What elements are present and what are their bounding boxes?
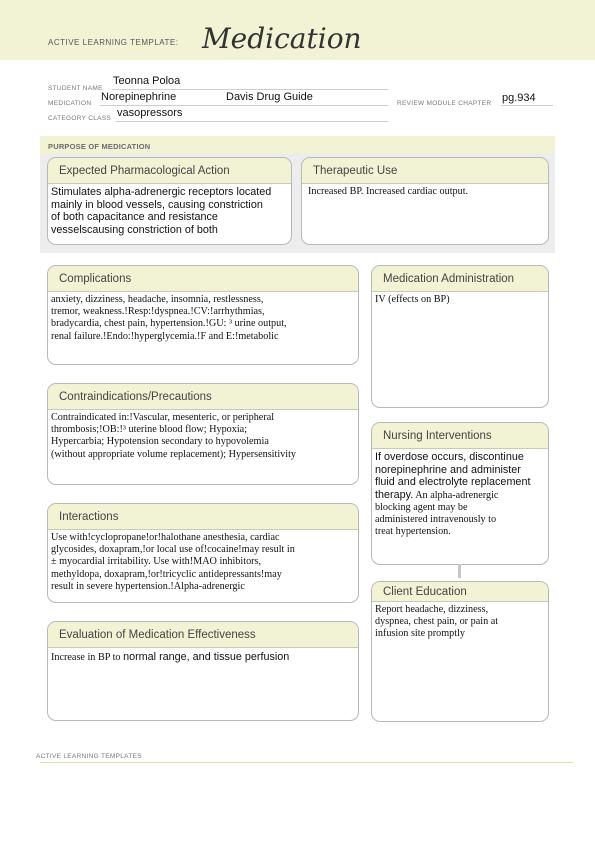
nursing-line: norepinephrine and administer [375, 463, 521, 476]
expected-action-line: Stimulates alpha-adrenergic receptors located [51, 186, 272, 198]
client-education-title: Client Education [372, 582, 548, 602]
medication-line [100, 105, 388, 106]
interactions-line: glycosides, doxapram,!or local use of!cocaine!may result in [51, 544, 295, 556]
contraindications-line: Hypercarbia; Hypotension secondary to hypovolemia [51, 436, 269, 448]
interactions-line: result in severe hypertension.!Alpha-adrenergic [51, 580, 245, 592]
client-education-line: dyspnea, chest pain, or pain at [375, 616, 499, 628]
interactions-line: methyldopa, doxapram,!or!tricyclic antidepressants!may [51, 568, 282, 580]
review-module-label: REVIEW MODULE CHAPTER [397, 100, 492, 107]
therapeutic-use-line: Increased BP. Increased cardiac output. [308, 186, 469, 197]
complications-line: bradycardia, chest pain, hypertension.!GU: ³ urine output, [51, 318, 287, 330]
nursing-interventions-text-serif [372, 502, 548, 539]
nursing-line: administered intravenously to [375, 514, 497, 526]
nursing-line: treat hypertension. [375, 526, 451, 538]
complications-text [48, 292, 358, 343]
expected-action-line: of both capacitance and resistance [51, 211, 218, 224]
student-name-line [112, 89, 388, 90]
interactions-box [47, 503, 359, 603]
page-title: Medication [202, 22, 362, 55]
evaluation-line-serif: Increase in BP to [51, 652, 124, 663]
reference-value: Davis Drug Guide [226, 91, 313, 103]
expected-action-title: Expected Pharmacological Action [48, 158, 291, 184]
medication-label: MEDICATION [48, 100, 92, 107]
administration-text [372, 292, 548, 306]
expected-action-box [47, 157, 292, 245]
medication-value: Norepinephrine [101, 91, 177, 103]
nursing-line: If overdose occurs, discontinue [375, 451, 524, 463]
footer-label: ACTIVE LEARNING TEMPLATES [36, 753, 142, 760]
category-class-label: CATEGORY CLASS [48, 115, 112, 122]
interactions-text [48, 530, 358, 593]
nursing-interventions-text [372, 449, 548, 502]
client-education-line: infusion site promptly [375, 628, 465, 640]
nursing-line: An alpha-adrenergic [413, 489, 499, 501]
footer-line [40, 762, 573, 763]
complications-box [47, 265, 359, 365]
contraindications-text [48, 410, 358, 461]
nursing-line: therapy. [375, 488, 414, 501]
therapeutic-use-title: Therapeutic Use [302, 158, 548, 184]
expected-action-line: mainly in blood vessels, causing constriction [51, 198, 263, 211]
complications-title: Complications [48, 266, 358, 292]
contraindications-line: Contraindicated in:!Vascular, mesenteric, or peripheral [51, 412, 275, 423]
evaluation-text [48, 648, 358, 664]
review-chapter-line [501, 105, 553, 106]
interactions-line: ± myocardial irritability. Use with!MAO inhibitors, [51, 556, 262, 568]
nursing-line: blocking agent may be [375, 501, 468, 513]
complications-line: tremor, weakness.!Resp:!dyspnea.!CV:!arrhythmias, [51, 306, 265, 318]
complications-line: renal failure.!Endo:!hyperglycemia.!F and E:!metabolic [51, 330, 279, 342]
administration-box [371, 265, 549, 408]
nursing-interventions-box [371, 422, 549, 565]
expected-action-line: vesselscausing constriction of both [51, 223, 218, 236]
nursing-interventions-title: Nursing Interventions [372, 423, 548, 449]
category-class-line [116, 121, 388, 122]
complications-line: anxiety, dizziness, headache, insomnia, restlessness, [51, 294, 264, 305]
interactions-title: Interactions [48, 504, 358, 530]
nursing-line: fluid and electrolyte replacement [375, 476, 531, 489]
evaluation-title: Evaluation of Medication Effectiveness [48, 622, 358, 648]
administration-line: IV (effects on BP) [375, 294, 450, 305]
expected-action-text [48, 184, 291, 236]
student-name-label: STUDENT NAME [48, 85, 103, 92]
client-education-box [371, 581, 549, 722]
contraindications-box [47, 383, 359, 485]
interactions-line: Use with!cyclopropane!or!halothane anesthesia, cardiac [51, 532, 280, 543]
purpose-title: PURPOSE OF MEDICATION [48, 142, 151, 151]
contraindications-line: thrombosis;!OB:!³ uterine blood flow; Hypoxia; [51, 424, 248, 436]
review-chapter-value: pg.934 [502, 92, 536, 104]
section-connector [458, 564, 461, 578]
evaluation-box [47, 621, 359, 721]
client-education-line: Report headache, dizziness, [375, 604, 489, 615]
evaluation-line-sans: normal range, and tissue perfusion [123, 651, 290, 663]
category-class-value: vasopressors [117, 107, 183, 119]
client-education-text [372, 602, 548, 641]
therapeutic-use-text [302, 184, 548, 198]
student-name-value: Teonna Poloa [113, 75, 181, 87]
contraindications-title: Contraindications/Precautions [48, 384, 358, 410]
administration-title: Medication Administration [372, 266, 548, 292]
template-label: ACTIVE LEARNING TEMPLATE: [48, 38, 179, 47]
contraindications-line: (without appropriate volume replacement); Hypersensitivity [51, 448, 296, 460]
therapeutic-use-box [301, 157, 549, 245]
